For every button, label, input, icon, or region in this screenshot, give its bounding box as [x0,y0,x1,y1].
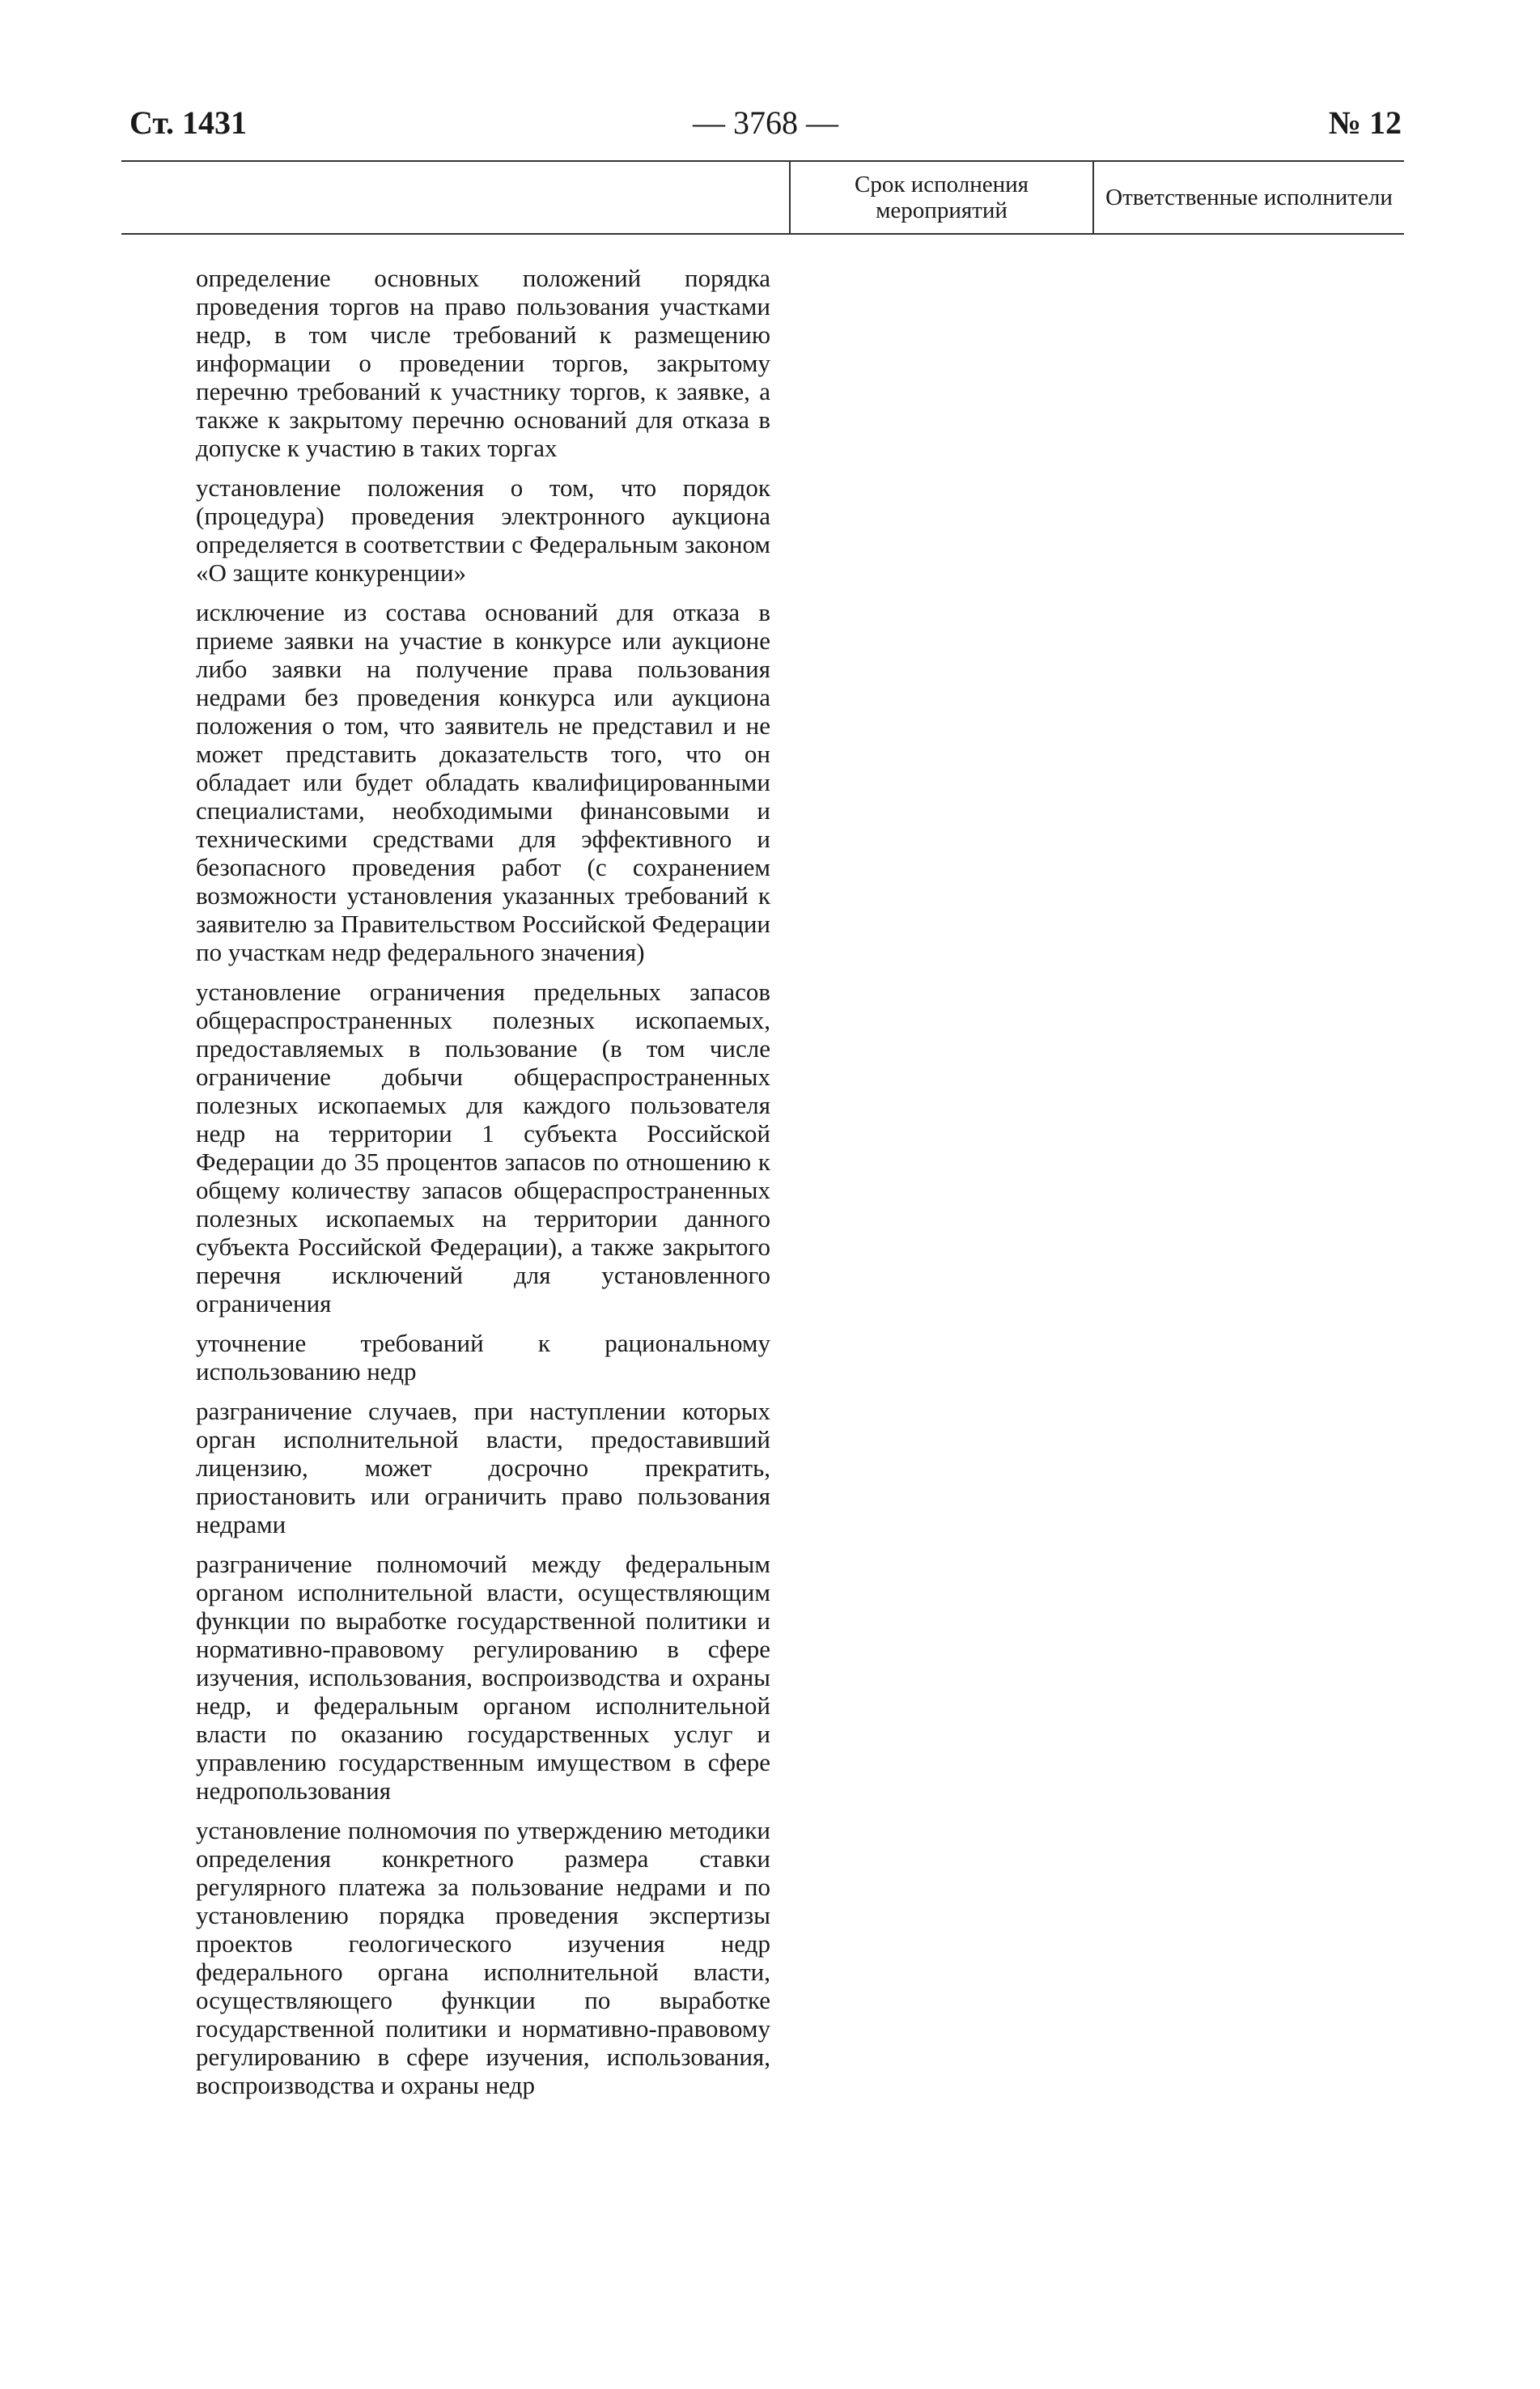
list-item: исключение из состава оснований для отказа в приеме заявки на участие в конкурсе или аукционе либо заявки на получение права пользования недрами без проведения конкурса или аукциона положения о том, что заявитель не представил и не может представить доказательств того, что он обладает или будет обладать квалифицированными специалистами, необходимыми финансовыми и техническими средствами для эффективного и безопасного проведения работ (с сохранением возможности установления указанных требований к заявителю за Правительством Российской Федерации по участкам недр федерального значения) [196,598,770,966]
list-item: определение основных положений порядка проведения торгов на право пользования участками недр, в том числе требований к размещению информации о проведении торгов, закрытому перечню требований к участнику торгов, к заявке, а также к закрытому перечню оснований для отказа в допуске к участию в таких торгах [196,264,770,462]
page-number: — 3768 — [693,104,838,141]
article-number: Ст. 1431 [129,104,247,141]
page-header [129,104,1402,149]
table-header [121,160,1404,235]
column-header-executors: Ответственные исполнители [1092,162,1404,233]
list-item: разграничение полномочий между федеральным органом исполнительной власти, осуществляющим функции по выработке государственной политики и нормативно-правовому регулированию в сфере изучения, использования, воспроизводства и охраны недр, и федеральным органом исполнительной власти по оказанию государственных услуг и управлению государственным имуществом в сфере недропользования [196,1550,770,1805]
list-item: установление положения о том, что порядок (процедура) проведения электронного аукциона определяется в соответствии с Федеральным законом «О защите конкуренции» [196,473,770,587]
list-item: разграничение случаев, при наступлении которых орган исполнительной власти, предоставивший лицензию, может досрочно прекратить, приостановить или ограничить право пользования недрами [196,1397,770,1538]
column-header-deadline: Срок исполнения мероприятий [789,162,1092,233]
list-item: установление ограничения предельных запасов общераспространенных полезных ископаемых, предоставляемых в пользование (в том числе ограничение добычи общераспространенных полезных ископаемых для каждого пользователя недр на территории 1 субъекта Российской Федерации до 35 процентов запасов по отношению к общему количеству запасов общераспространенных полезных ископаемых на территории данного субъекта Российской Федерации), а также закрытого перечня исключений для установленного ограничения [196,978,770,1318]
list-item: уточнение требований к рациональному использованию недр [196,1329,770,1385]
list-item: установление полномочия по утверждению методики определения конкретного размера ставки регулярного платежа за пользование недрами и по установлению порядка проведения экспертизы проектов геологического изучения недр федерального органа исполнительной власти, осуществляющего функции по выработке государственной политики и нормативно-правовому регулированию в сфере изучения, использования, воспроизводства и охраны недр [196,1816,770,2099]
issue-number: № 12 [1328,104,1402,141]
measures-list [196,264,770,2111]
